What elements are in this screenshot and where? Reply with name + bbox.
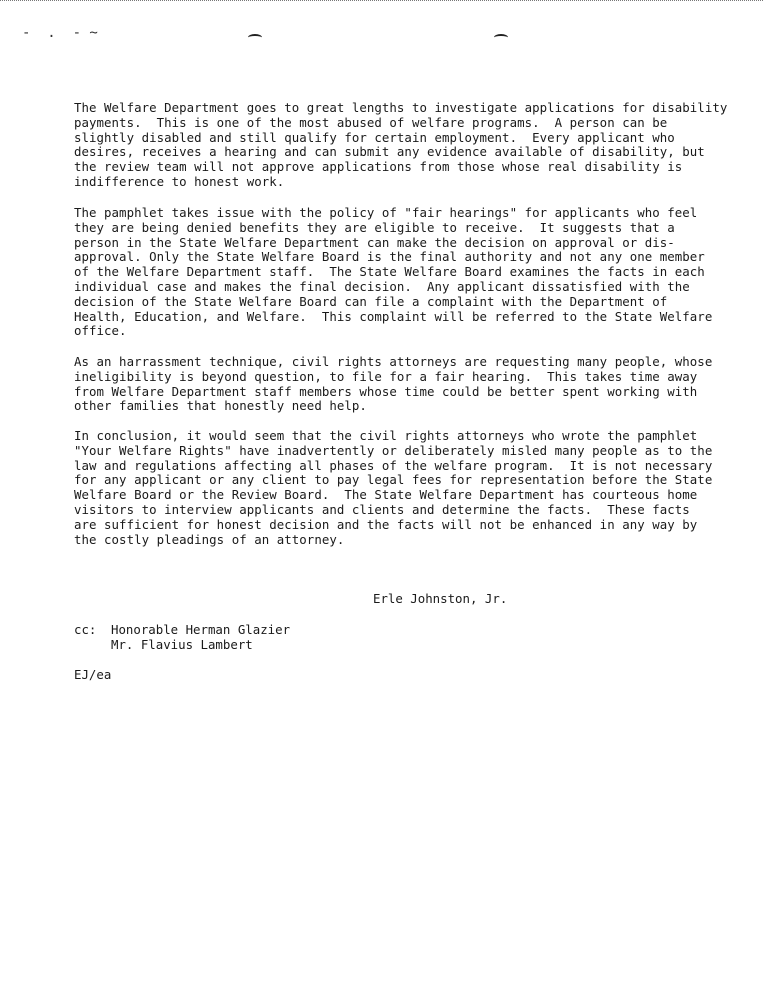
paragraph-line: Health, Education, and Welfare. This complaint will be referred to the State Welfare	[74, 308, 713, 324]
cc-row	[74, 622, 290, 637]
paragraph-harrassment	[74, 355, 739, 414]
paragraph-line: ineligibility is beyond question, to file for a fair hearing. This takes time away	[74, 368, 698, 384]
paragraph-conclusion	[74, 429, 739, 547]
paragraph-line: desires, receives a hearing and can submit any evidence available of disability, but	[74, 144, 705, 160]
cc-block	[74, 622, 290, 653]
cc-recipient: Honorable Herman Glazier	[111, 622, 291, 637]
paragraph-line: approval. Only the State Welfare Board is the final authority and not any one member	[74, 249, 705, 265]
paragraph-line: indifference to honest work.	[74, 173, 285, 189]
paragraph-line: they are being denied benefits they are eligible to receive. It suggests that a	[74, 219, 675, 235]
paragraph-line: slightly disabled and still qualify for certain employment. Every applicant who	[74, 129, 675, 145]
paragraph-line: The Welfare Department goes to great lengths to investigate applications for disability	[74, 100, 728, 115]
paragraph-line: from Welfare Department staff members whose time could be better spent working with	[74, 383, 698, 399]
paragraph-line: In conclusion, it would seem that the civil rights attorneys who wrote the pamphlet	[74, 428, 698, 443]
paragraph-disability-payments	[74, 101, 739, 190]
paragraph-line: law and regulations affecting all phases of the welfare program. It is not necessary	[74, 457, 713, 473]
paragraph-line: are sufficient for honest decision and the facts will not be enhanced in any way by	[74, 516, 698, 532]
cc-row	[74, 637, 290, 652]
header-mark-left	[248, 34, 262, 41]
header-scan-marks: - . - ~	[22, 25, 98, 41]
paragraph-line: payments. This is one of the most abused of welfare programs. A person can be	[74, 114, 668, 130]
paragraph-line: The pamphlet takes issue with the policy of "fair hearings" for applicants who feel	[74, 205, 698, 220]
signature-name: Erle Johnston, Jr.	[373, 591, 508, 606]
paragraph-line: the costly pleadings of an attorney.	[74, 531, 345, 547]
top-border	[0, 0, 763, 1]
paragraph-line: person in the State Welfare Department can make the decision on approval or dis-	[74, 234, 675, 250]
paragraph-line: As an harrassment technique, civil rights attorneys are requesting many people, whose	[74, 354, 713, 369]
cc-recipient: Mr. Flavius Lambert	[111, 637, 253, 653]
paragraph-line: "Your Welfare Rights" have inadvertently or deliberately misled many people as to the	[74, 442, 713, 458]
cc-label-spacer	[74, 637, 111, 652]
cc-label: cc:	[74, 622, 97, 637]
paragraph-line: other families that honestly need help.	[74, 398, 367, 414]
typist-initials: EJ/ea	[74, 667, 112, 682]
paragraph-line: visitors to interview applicants and clients and determine the facts. These facts	[74, 501, 690, 517]
paragraph-fair-hearings	[74, 206, 739, 339]
paragraph-line: for any applicant or any client to pay legal fees for representation before the State	[74, 472, 713, 488]
paragraph-line: individual case and makes the final decision. Any applicant dissatisfied with the	[74, 278, 690, 294]
header-mark-right	[494, 34, 508, 41]
paragraph-line: office.	[74, 323, 127, 339]
paragraph-line: of the Welfare Department staff. The State Welfare Board examines the facts in each	[74, 264, 705, 280]
paragraph-line: Welfare Board or the Review Board. The State Welfare Department has courteous home	[74, 487, 698, 503]
paragraph-line: the review team will not approve applications from those whose real disability is	[74, 159, 683, 175]
paragraph-line: decision of the State Welfare Board can file a complaint with the Department of	[74, 293, 668, 309]
